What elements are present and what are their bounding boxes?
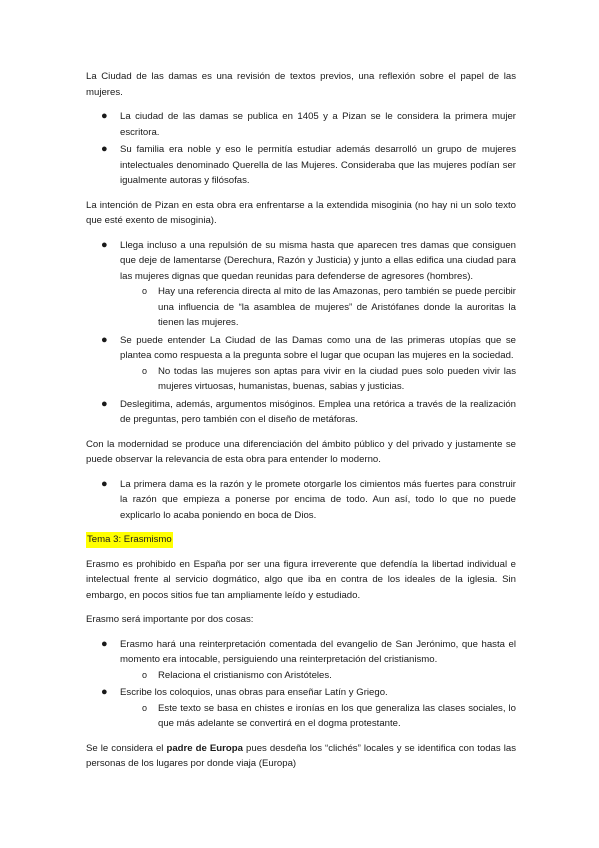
list-item-text: La ciudad de las damas se publica en 1405 y a Pizan se le considera la primera mujer escritora. [120,111,516,138]
bullet-icon: ● [101,686,108,698]
list-item [86,333,516,395]
circle-bullet-icon: o [142,286,148,296]
bullet-icon: ● [101,397,108,410]
list-item [86,685,516,732]
paragraph: Erasmo será importante por dos cosas: [86,614,254,625]
list-item-text: Deslegitima, además, argumentos misóginos. Emplea una retórica a través de la realización de preguntas, pero también con el diseño de metáforas. [120,398,516,425]
circle-bullet-icon: o [142,702,148,713]
list-item-text: La primera dama es la razón y le promete otorgarle los cimientos más fuertes para construir la razón que empieza a ponerse por encima de todo. Aun así, todo lo que no puede explicarlo lo acaba poniendo en boca de Dios. [120,478,516,521]
bullet-icon: ● [101,238,108,251]
bold-term: padre de Europa [166,742,243,754]
paragraph: La intención de Pizan en esta obra era enfrentarse a la extendida misoginia (no hay ni un solo texto que esté exento de misoginia). [86,199,516,226]
sub-list-item-text: No todas las mujeres son aptas para vivir en la ciudad pues solo pueden vivir las mujeres virtuosas, humanistas, buenas, sabias y justicias. [158,365,516,392]
list-item [86,397,516,428]
sub-list [120,701,516,732]
paragraph: La Ciudad de las damas es una revisión de textos previos, una reflexión sobre el papel de las mujeres. [86,71,516,98]
document-body [86,69,516,781]
paragraph: Con la modernidad se produce una diferenciación del ámbito público y del privado y justamente se puede observar la relevancia de esta obra para entender lo moderno. [86,438,516,465]
section-heading: Tema 3: Erasmismo [86,532,173,548]
list-item [86,109,516,140]
sub-list-item-text: Relaciona el cristianismo con Aristóteles. [158,669,332,681]
sub-list-item-text: Hay una referencia directa al mito de las Amazonas, pero también se puede percibir una influencia de “la asamblea de mujeres” de Aristófanes donde la auroritas la tienen las mujeres. [158,286,516,328]
bullet-list [86,477,516,524]
bullet-icon: ● [101,110,108,122]
list-item-text: Su familia era noble y eso le permitía estudiar además desarrolló un grupo de mujeres intelectuales denominado Querella de las Mujeres. Consideraba que las mujeres podían ser igualmente autoras y filósofas. [120,144,516,186]
paragraph-text: Se le considera el [86,742,167,754]
paragraph: Erasmo es prohibido en España por ser una figura irreverente que defendía la libertad individual e intelectual frente al servicio dogmático, algo que iba en contra de los ideales de la iglesia. Sin embargo, en pocos sitios fue tan ampliamente leído y estudiado. [86,558,516,601]
sub-list-item [120,284,516,331]
section-heading-row [86,532,516,548]
list-item-text: Erasmo hará una reinterpretación comentada del evangelio de San Jerónimo, que hasta el momento era intocable, persiguiendo una reinterpretación del cristianismo. [120,638,516,665]
sub-list [120,668,516,684]
bullet-icon: ● [101,333,108,346]
sub-list [120,364,516,395]
bullet-list [86,637,516,732]
list-item [86,477,516,524]
sub-list-item [120,701,516,732]
bullet-icon: ● [101,143,108,155]
circle-bullet-icon: o [142,365,148,376]
list-item-text: Llega incluso a una repulsión de su misma hasta que aparecen tres damas que consiguen que deje de lamentarse (Derechura, Razón y Justicia) y junto a ellas edifica una ciudad para las mujeres dignas que quedan reunidas para defenderse de agresores (hombres). [120,239,516,282]
paragraph-text: pues desdeña los “clichés” locales y se identifica con todas las personas de los lugares por donde viaja (Europa) [86,742,516,769]
circle-bullet-icon: o [142,669,148,680]
sub-list [120,284,516,331]
list-item-text: Se puede entender La Ciudad de las Damas como una de las primeras utopías que se plantea como respuesta a la pregunta sobre el lugar que ocupan las mujeres en la sociedad. [120,334,516,361]
bullet-icon: ● [101,637,108,650]
paragraph [86,741,516,772]
sub-list-item [120,668,516,684]
list-item-text: Escribe los coloquios, unas obras para enseñar Latín y Griego. [120,687,388,698]
bullet-list [86,109,516,189]
list-item [86,142,516,189]
bullet-icon: ● [101,477,108,490]
bullet-list [86,238,516,428]
list-item [86,637,516,684]
sub-list-item-text: Este texto se basa en chistes e ironías en los que generaliza las clases sociales, lo que más adelante se convertirá en el dogma protestante. [158,702,516,729]
sub-list-item [120,364,516,395]
list-item [86,238,516,331]
